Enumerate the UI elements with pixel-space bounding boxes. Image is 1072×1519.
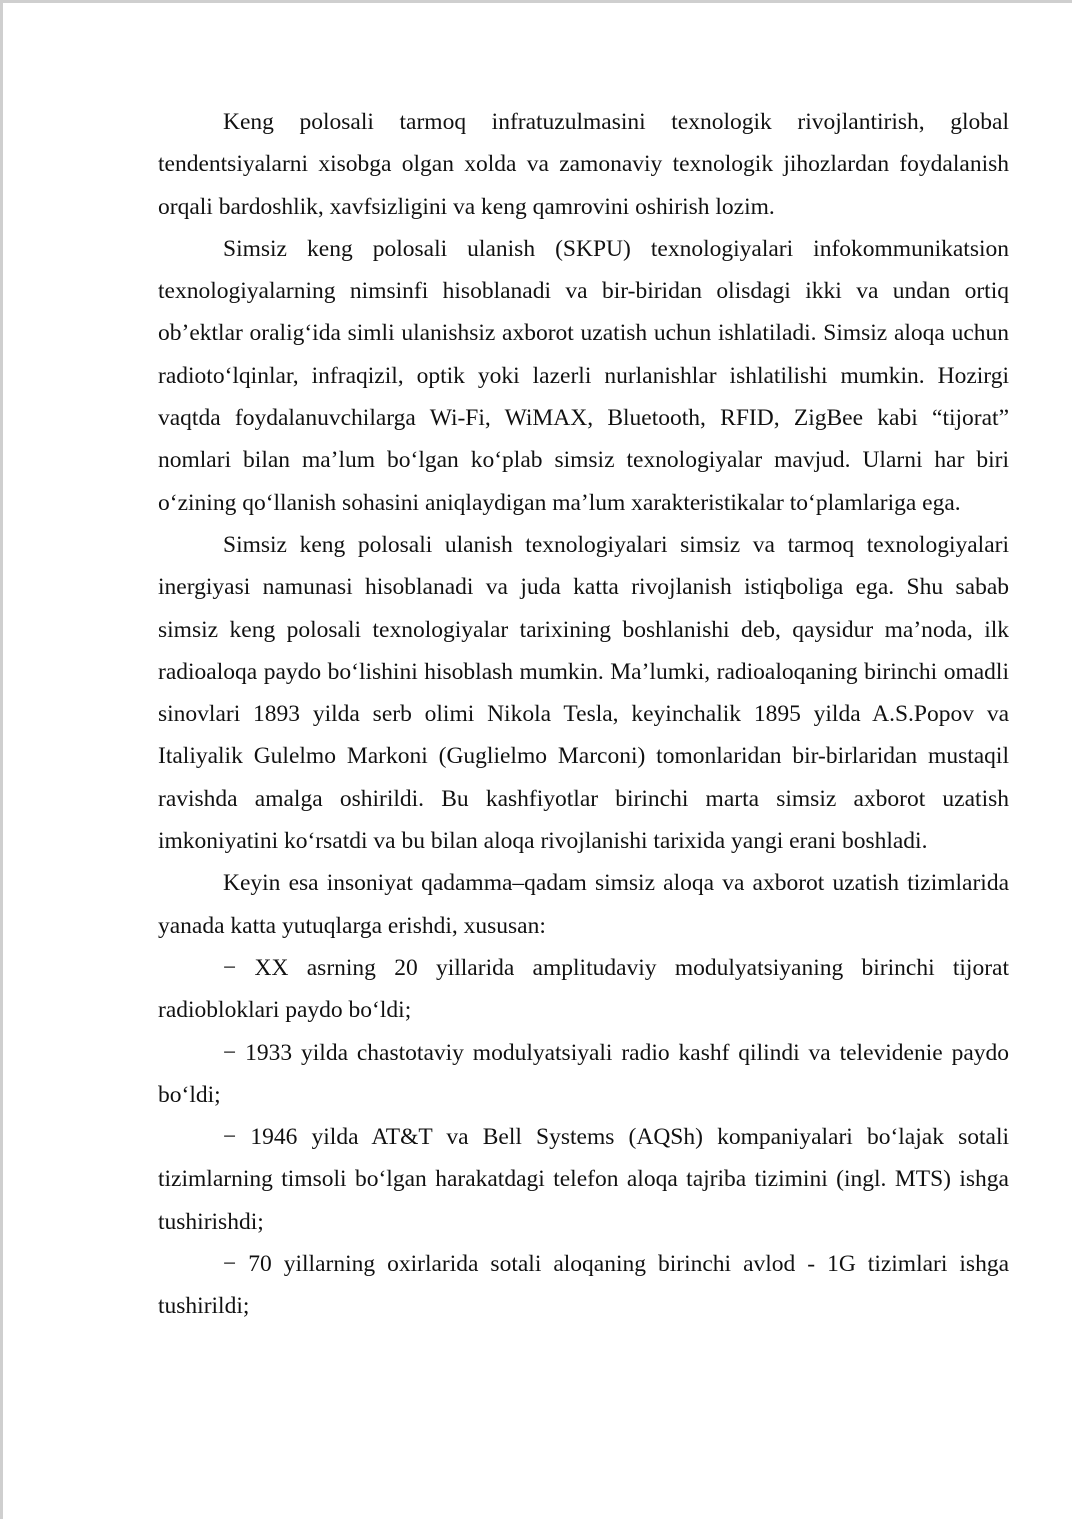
list-item-1970s: − 70 yillarning oxirlarida sotali aloqaning birinchi avlod - 1G tizimlari ishga tushirildi; xyxy=(158,1251,1009,1320)
paragraph-history: Simsiz keng polosali ulanish texnologiyalari simsiz va tarmoq texnologiyalari inergiyasi namunasi hisoblanadi va juda katta rivojlanish istiqboliga ega. Shu sabab simsiz keng polosali texnologiyalar tarixining boshlanishi deb, qaysidur ma’noda, ilk radioaloqa paydo bo‘lishini hisoblash mumkin. Ma’lumki, radioaloqaning birinchi omadli sinovlari 1893 yilda serb olimi Nikola Tesla, keyinchalik 1895 yilda A.S.Popov va Italiyalik Gulelmo Markoni (Guglielmo Marconi) tomonlaridan bir-birlaridan mustaqil ravishda amalga oshirildi. Bu kashfiyotlar birinchi marta simsiz axborot uzatish imkoniyatini ko‘rsatdi va bu bilan aloqa rivojlanishi tarixida yangi erani boshladi. xyxy=(158,531,1009,855)
paragraph-achievements-intro: Keyin esa insoniyat qadamma–qadam simsiz aloqa va axborot uzatish tizimlarida yanada katta yutuqlarga erishdi, xususan: xyxy=(158,870,1009,939)
list-item-1946: − 1946 yilda AT&T va Bell Systems (AQSh) kompaniyalari bo‘lajak sotali tizimlarning timsoli bo‘lgan harakatdagi telefon aloqa tajriba tizimini (ingl. MTS) ishga tushirishdi; xyxy=(158,1124,1009,1235)
document-body xyxy=(158,101,1009,1328)
list-item-1933: − 1933 yilda chastotaviy modulyatsiyali radio kashf qilindi va televidenie paydo bo‘ldi; xyxy=(158,1039,1009,1108)
paragraph-intro: Keng polosali tarmoq infratuzulmasini texnologik rivojlantirish, global tendentsiyalarni xisobga olgan xolda va zamonaviy texnologik jihozlardan foydalanish orqali bardoshlik, xavfsizligini va keng qamrovini oshirish lozim. xyxy=(158,109,1009,220)
paragraph-skpu-definition: Simsiz keng polosali ulanish (SKPU) texnologiyalari infokommunikatsion texnologiyalarning nimsinfi hisoblanadi va bir-biridan olisdagi ikki va undan ortiq ob’ektlar oralig‘ida simli ulanishsiz axborot uzatish uchun ishlatiladi. Simsiz aloqa uchun radioto‘lqinlar, infraqizil, optik yoki lazerli nurlanishlar ishlatilishi mumkin. Hozirgi vaqtda foydalanuvchilarga Wi-Fi, WiMAX, Bluetooth, RFID, ZigBee kabi “tijorat” nomlari bilan ma’lum bo‘lgan ko‘plab simsiz texnologiyalar mavjud. Ularni har biri o‘zining qo‘llanish sohasini aniqlaydigan ma’lum xarakteristikalar to‘plamlariga ega. xyxy=(158,235,1009,516)
list-item-1920s: − XX asrning 20 yillarida amplitudaviy modulyatsiyaning birinchi tijorat radiobloklari paydo bo‘ldi; xyxy=(158,954,1009,1024)
